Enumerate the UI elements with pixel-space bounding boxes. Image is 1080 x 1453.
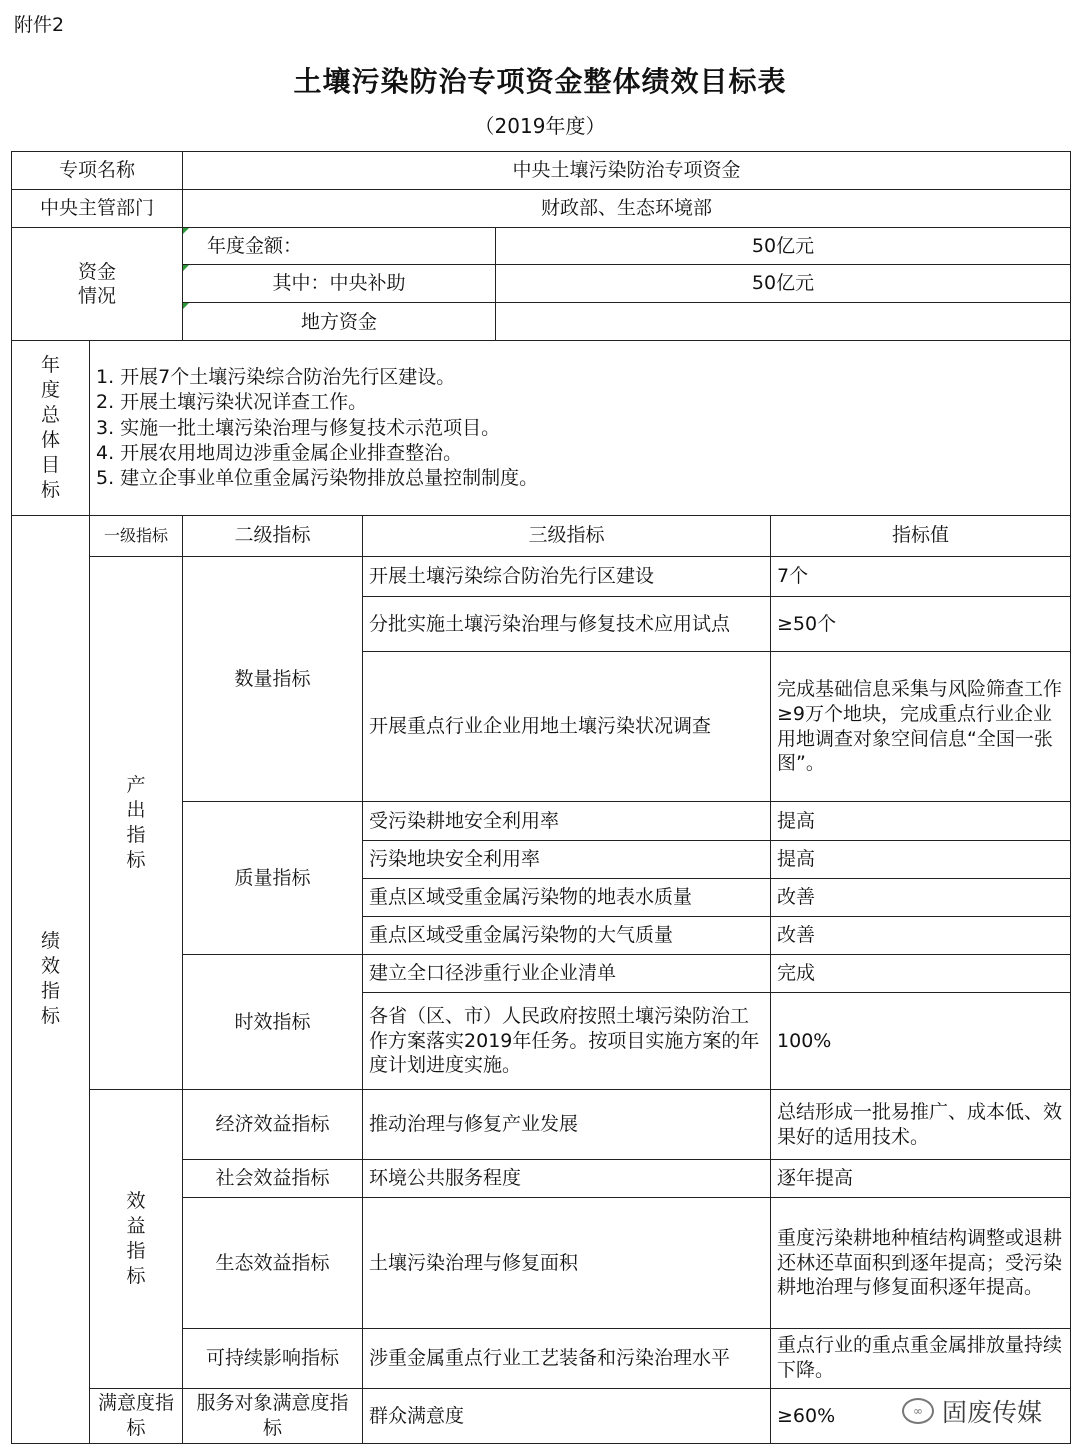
indicator-value: 逐年提高 xyxy=(771,1160,1071,1198)
sustainable-impact-label: 可持续影响指标 xyxy=(183,1328,363,1388)
local-funds-label: 地方资金 xyxy=(183,303,496,341)
goal-item: 4. 开展农用地周边涉重金属企业排查整治。 xyxy=(96,441,463,464)
quality-indicators-label: 质量指标 xyxy=(183,802,363,954)
department-label: 中央主管部门 xyxy=(12,190,183,228)
indicator-name: 重点区域受重金属污染物的大气质量 xyxy=(363,916,771,954)
indicator-name: 受污染耕地安全利用率 xyxy=(363,802,771,840)
indicator-value: 重点行业的重点重金属排放量持续下降。 xyxy=(771,1328,1071,1388)
goal-item: 3. 实施一批土壤污染治理与修复技术示范项目。 xyxy=(96,416,501,439)
indicator-name: 环境公共服务程度 xyxy=(363,1160,771,1198)
annual-amount-label: 年度金额： xyxy=(183,228,496,265)
timeliness-indicators-label: 时效指标 xyxy=(183,954,363,1089)
page-title: 土壤污染防治专项资金整体绩效目标表 xyxy=(293,65,787,98)
project-name-label: 专项名称 xyxy=(12,152,183,190)
indicator-name: 开展重点行业企业用地土壤污染状况调查 xyxy=(363,652,771,802)
header-value: 指标值 xyxy=(771,515,1071,556)
year-subtitle: （2019年度） xyxy=(474,114,606,138)
department-value: 财政部、生态环境部 xyxy=(183,190,1071,228)
central-subsidy-label: 其中：中央补助 xyxy=(183,265,496,303)
indicator-name: 重点区域受重金属污染物的地表水质量 xyxy=(363,878,771,916)
indicator-value: ≥60% xyxy=(771,1388,1071,1443)
indicator-value: 重度污染耕地种植结构调整或退耕还林还草面积到逐年提高；受污染耕地治理与修复面积逐年提高。 xyxy=(771,1198,1071,1328)
indicator-name: 各省（区、市）人民政府按照土壤污染防治工作方案落实2019年任务。按项目实施方案的年度计划进度实施。 xyxy=(363,992,771,1089)
indicator-value: 100% xyxy=(771,992,1071,1089)
indicator-value: 完成基础信息采集与风险筛查工作≥9万个地块，完成重点行业企业用地调查对象空间信息“全国一张图”。 xyxy=(771,652,1071,802)
indicator-value: 完成 xyxy=(771,954,1071,992)
output-indicators-label: 产 出 指 标 xyxy=(90,556,183,1089)
annual-goals-label: 年 度 总 体 目 标 xyxy=(12,341,90,515)
ecological-benefit-label: 生态效益指标 xyxy=(183,1198,363,1328)
satisfaction-indicators-label: 满意度指标 xyxy=(90,1388,183,1443)
goal-item: 2. 开展土壤污染状况详查工作。 xyxy=(96,391,368,414)
central-subsidy-value: 50亿元 xyxy=(496,265,1071,303)
annual-amount-value: 50亿元 xyxy=(496,228,1071,265)
header-level2: 二级指标 xyxy=(183,515,363,556)
service-satisfaction-label: 服务对象满意度指标 xyxy=(183,1388,363,1443)
indicator-name: 土壤污染治理与修复面积 xyxy=(363,1198,771,1328)
attachment-label: 附件2 xyxy=(14,14,65,36)
indicator-value: 改善 xyxy=(771,878,1071,916)
indicator-value: 总结形成一批易推广、成本低、效果好的适用技术。 xyxy=(771,1090,1071,1160)
indicator-value: 提高 xyxy=(771,802,1071,840)
local-funds-value xyxy=(496,303,1071,341)
watermark xyxy=(902,1393,1042,1429)
indicator-value: 提高 xyxy=(771,840,1071,878)
indicator-name: 推动治理与修复产业发展 xyxy=(363,1090,771,1160)
indicator-name: 涉重金属重点行业工艺装备和污染治理水平 xyxy=(363,1328,771,1388)
header-level1: 一级指标 xyxy=(90,515,183,556)
indicator-name: 污染地块安全利用率 xyxy=(363,840,771,878)
social-benefit-label: 社会效益指标 xyxy=(183,1160,363,1198)
watermark-text: 固废传媒 xyxy=(942,1398,1043,1427)
header-level3: 三级指标 xyxy=(363,515,771,556)
indicator-name: 群众满意度 xyxy=(363,1388,771,1443)
goal-item: 5. 建立企事业单位重金属污染物排放总量控制制度。 xyxy=(96,466,539,489)
benefit-indicators-label: 效 益 指 标 xyxy=(90,1090,183,1389)
performance-indicators-label: 绩 效 指 标 xyxy=(12,515,90,1443)
performance-target-table xyxy=(11,151,1071,1444)
indicator-name: 建立全口径涉重行业企业清单 xyxy=(363,954,771,992)
indicator-name: 开展土壤污染综合防治先行区建设 xyxy=(363,556,771,596)
indicator-value: 7个 xyxy=(771,556,1071,596)
project-name-value: 中央土壤污染防治专项资金 xyxy=(183,152,1071,190)
quantity-indicators-label: 数量指标 xyxy=(183,556,363,802)
indicator-value: ≥50个 xyxy=(771,596,1071,651)
funds-label: 资金 情况 xyxy=(12,228,183,341)
goal-item: 1. 开展7个土壤污染综合防治先行区建设。 xyxy=(96,366,456,389)
indicator-value: 改善 xyxy=(771,916,1071,954)
economic-benefit-label: 经济效益指标 xyxy=(183,1090,363,1160)
annual-goals-list xyxy=(90,341,1071,515)
indicator-name: 分批实施土壤污染治理与修复技术应用试点 xyxy=(363,596,771,651)
wechat-icon: ∞ xyxy=(902,1398,934,1424)
